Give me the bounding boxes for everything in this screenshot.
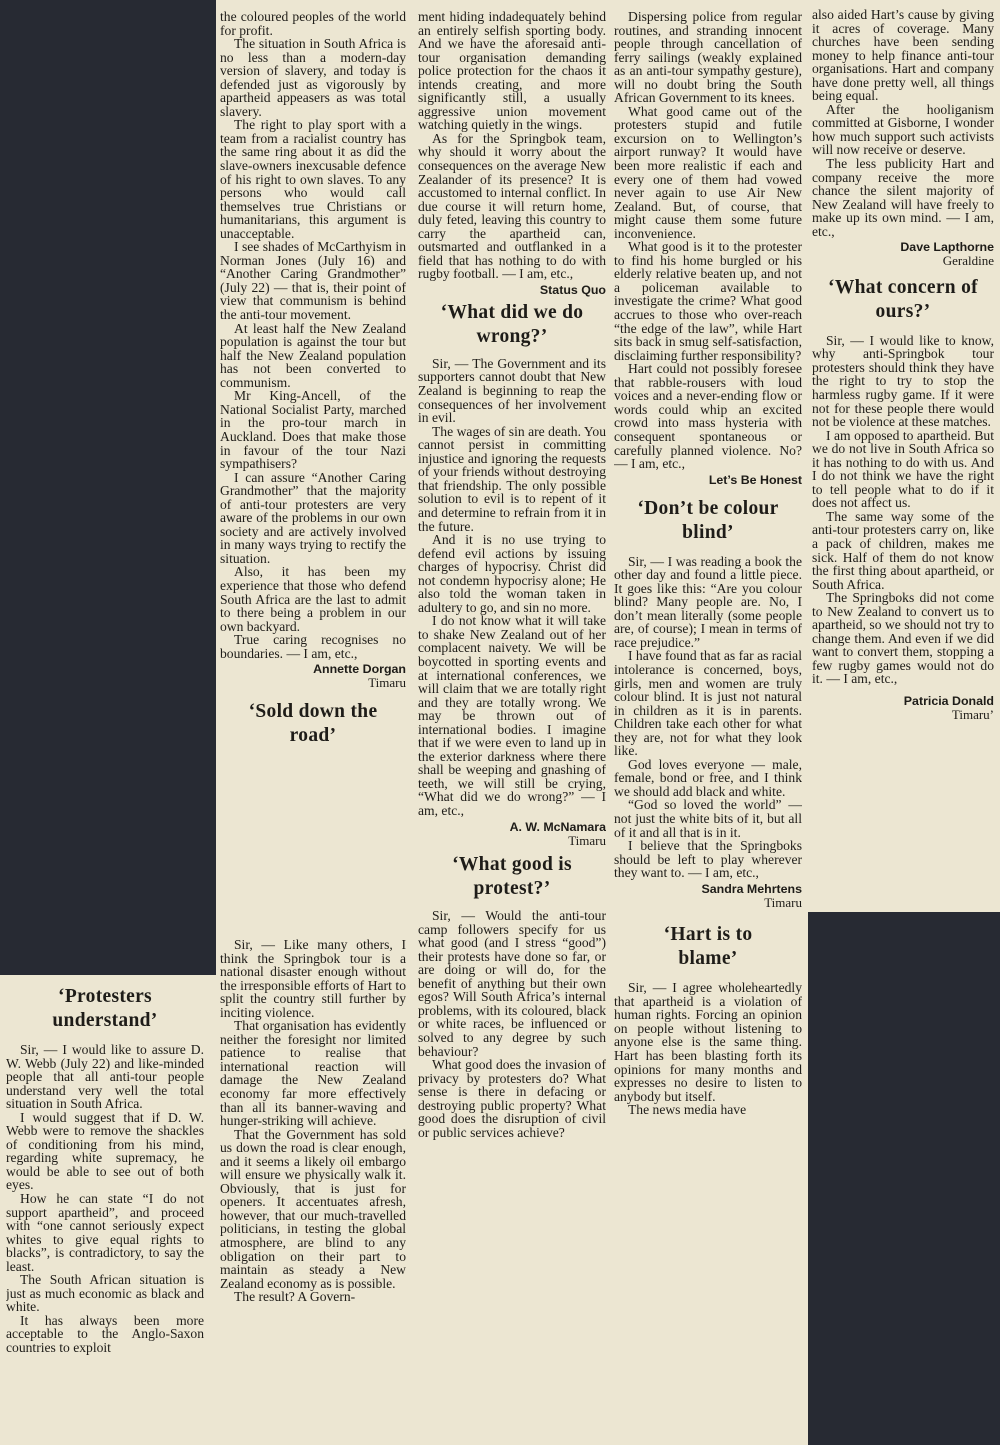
column-4 — [614, 10, 802, 1443]
paragraph: The news media have — [628, 1102, 747, 1118]
paragraph: I am opposed to apartheid. But we do not live in South Africa so it has nothing to do with us. And I do not think we have the right to tell people what to do if it does not affect us. — [812, 427, 994, 511]
paragraph: I see shades of McCarthyism in Norman Jones (July 16) and “Another Caring Grandmother” (July 22) — that is, their point of view that communism is behind the anti-tour movement. — [220, 239, 406, 323]
paragraph: What good does the invasion of privacy by protesters do? What sense is there in defacing or destroying public property? What good does the disruption of civil or public services achieve? — [418, 1057, 606, 1140]
place: Timaru — [368, 675, 406, 691]
paragraph: What good is it to the protester to find his home burgled or his elderly relative beaten up, and not a policeman available to investigate the crime? What good accrues to those who over-reach “the edge of the law”, while Hart sits back in smug self-satisfaction, disclaiming further responsibility? — [614, 239, 802, 363]
headline-what-good-is-protest: ‘What good is protest?’ — [452, 854, 572, 900]
signature: Sandra Mehrtens — [701, 881, 802, 896]
paragraph: After the hooliganism committed at Gisborne, I wonder how much support such activists will now receive or deserve. — [812, 101, 994, 158]
paragraph: Also, it has been my experience that those who defend South Africa are the last to admit to there being a problem in our own backyard. — [220, 564, 406, 634]
paragraph: At least half the New Zealand population is against the tour but half the New Zealand population has not been converted to communism. — [220, 320, 406, 390]
paragraph: the coloured peoples of the world for profit. — [220, 10, 406, 38]
column-1-lower — [220, 938, 406, 1443]
signature: A. W. McNamara — [509, 819, 606, 834]
paragraph: also aided Hart’s cause by giving it acres of coverage. Many churches have been sending money to help finance anti-tour organisations. Hart and company have done pretty well, all things being equal. — [812, 8, 994, 104]
paragraph: ment hiding indadequately behind an entirely selfish sporting body. And we have the aforesaid anti-tour organisation demanding police protection for the chaos it intends creating, and more significantly still, a usually aggressive union movement watching quietly in the wings. — [418, 10, 606, 133]
column-3 — [418, 10, 606, 1443]
paragraph: It has always been more acceptable to the Anglo-Saxon countries to exploit — [6, 1312, 204, 1356]
paragraph: The right to play sport with a team from a racialist country has the same ring about it as did the slave-owners inexcusable defence of his right to own slaves. To any persons who would call themselves true Christians or humanitarians, this argument is unacceptable. — [220, 117, 406, 241]
paragraph: Sir, — The Government and its supporters cannot doubt that New Zealand is beginning to reap the consequences of her involvement in evil. — [418, 355, 606, 426]
place: Geraldine — [942, 253, 994, 269]
place: Timaru — [764, 894, 802, 910]
paragraph: Sir, — I was reading a book the other day and found a little piece. It goes like this: “Are you colour blind? Many people are. No, I don’t mean literally (some people are, of course); I mean in terms of race prejudice.” — [614, 553, 802, 650]
signature: Status Quo — [539, 282, 606, 297]
paragraph: I have found that as far as racial intolerance is concerned, boys, girls, men and women are truly colour blind. It is just not natural in children as it is in parents. Children take each other for what they are, not for what they look like. — [614, 648, 802, 759]
paragraph: God loves everyone — male, female, bond or free, and I think we should add black and white. — [614, 756, 802, 799]
dark-background-right — [808, 912, 1000, 1445]
paragraph: The South African situation is just as much economic as black and white. — [6, 1272, 204, 1315]
paragraph: That organisation has evidently neither the foresight nor limited patience to realise that international reaction will damage the New Zealand economy far more effectively than all its banner-waving and hunger-striking will achieve. — [220, 1018, 406, 1129]
paragraph: Mr King-Ancell, of the National Socialist Party, marched in the pro-tour march in Auckland. Does that make those in favour of the tour Nazi sympathisers? — [220, 388, 406, 472]
headline-sold-down-the-road: ‘Sold down the road’ — [248, 700, 378, 746]
headline-protesters-understand: ‘Protesters understand’ — [52, 986, 158, 1031]
place: Timaru — [568, 832, 606, 848]
paragraph: The situation in South Africa is no less than a modern-day version of slavery, and today is defended just as vigorously by apartheid appeasers as was total slavery. — [220, 36, 406, 119]
paragraph: Dispersing police from regular routines, and stranding innocent people through cancellation of ferry sailings (weakly explained as an anti-tour sympathy gesture), will no doubt bring the South African Government to its knees. — [614, 10, 802, 106]
paragraph: How he can state “I do not support apartheid”, and proceed with “one cannot seriously expect whites to give equal rights to blacks”, is contradictory, to say the least. — [6, 1191, 204, 1274]
paragraph: Sir, — I would like to know, why anti-Springbok tour protesters should think they have the right to try to stop the harmless rugby game. If it were not for these people there would not be violence at these matches. — [812, 332, 994, 430]
signature: Let’s Be Honest — [708, 472, 802, 487]
paragraph: Sir, — I would like to assure D. W. Webb (July 22) and like-minded people that all anti-tour people understand very well the total situation in South Africa. — [6, 1042, 204, 1112]
paragraph: The less publicity Hart and company receive the more chance the silent majority of New Zealand will have freely to make up its own mind. — I am, etc., — [812, 156, 994, 239]
paragraph: The wages of sin are death. You cannot persist in committing injustice and ignoring the requests of your friends without destroying that friendship. The only possible solution to evil is to repent of it and determine to refrain from it in the future. — [418, 423, 606, 534]
paragraph: The same way some of the anti-tour protesters carry on, like a pack of children, makes me sick. Half of them do not know the first thing about apartheid, or South Africa. — [812, 508, 994, 592]
signature: Dave Lapthorne — [900, 240, 994, 255]
signature: Annette Dorgan — [313, 662, 406, 677]
column-2 — [6, 985, 204, 1445]
paragraph: Hart could not possibly foresee that rabble-rousers with loud voices and a never-ending flow or words could whip an excited crowd into mass hysteria with consequent spontaneous or carefully planned violence. No? — I am, etc., — [614, 361, 802, 472]
dark-background-left — [0, 0, 216, 975]
paragraph: That the Government has sold us down the road is clear enough, and it seems a likely oil embargo will ensure we physically walk it. Obviously, that is just for openers. It accentuates afresh, however, that our much-travelled politicians, in testing the global atmosphere, are blind to any obligation on their part to maintain as steady a New Zealand economy as is possible. — [220, 1126, 406, 1291]
headline-dont-be-colour-blind: ‘Don’t be colour blind’ — [637, 497, 779, 543]
signature: Patricia Donald — [903, 694, 994, 709]
column-1 — [220, 10, 406, 940]
paragraph: The Springboks did not come to New Zealand to convert us to apartheid, so we should not try to change them. And even if we did want to convert them, stopping a few rugby games would not do it. — I am, etc., — [812, 590, 994, 687]
paragraph: I do not know what it will take to shake New Zealand out of her complacent naivety. We will be boycotted in sporting events and at international conferences, we will claim that we are totally right and they are totally wrong. We may be thrown out of international bodies. I imagine that if we were even to land up in the exterior darkness where there shall be weeping and gnashing of teeth, we will still be crying, “What did we do wrong?” — I am, etc., — [418, 613, 606, 818]
paragraph: Sir, — I agree wholeheartedly that apartheid is a violation of human rights. Forcing an opinion on people without listening to anyone else is the same thing. Hart has been blasting forth its opinions for many months and expresses no desire to listen to anybody but itself. — [614, 980, 802, 1104]
paragraph: The result? A Govern- — [234, 1289, 356, 1305]
paragraph: I believe that the Springboks should be left to play wherever they want to. — I am, etc., — [614, 838, 802, 881]
headline-what-did-we-do-wrong: ‘What did we do wrong?’ — [440, 301, 584, 347]
place: Timaru’ — [951, 707, 994, 723]
paragraph: Sir, — Like many others, I think the Springbok tour is a national disaster enough without the irresponsible efforts of Hart to split the country still further by inciting violence. — [220, 938, 406, 1020]
paragraph: As for the Springbok team, why should it worry about the consequences on the average New Zealander of its presence? It is accustomed to internal conflict. In due course it will return home, duly feted, leaving this country to carry the apartheid can, outsmarted and outflanked in a field that has nothing to do with rugby football. — I am, etc., — [418, 130, 606, 282]
paragraph: “God so loved the world” — not just the white bits of it, but all of it and all that is in it. — [614, 797, 802, 840]
paragraph: And it is no use trying to defend evil actions by issuing charges of hypocrisy. Christ did not condemn hypocrisy alone; He also told the woman taken in adultery to go, and sin no more. — [418, 532, 606, 615]
headline-hart-is-to-blame: ‘Hart is to blame’ — [663, 924, 753, 970]
paragraph: I would suggest that if D. W. Webb were to remove the shackles of conditioning from his mind, regarding white supremacy, he would be able to see out of both eyes. — [6, 1109, 204, 1193]
paragraph: True caring recognises no boundaries. — I am, etc., — [220, 632, 406, 661]
letter-annette-dorgan — [220, 10, 406, 690]
paragraph: What good came out of the protesters stupid and futile excursion on to Wellington’s airport runway? It would have been more realistic if each and every one of them had vowed never again to use Air New Zealand. But, of course, that might cause them some future inconvenience. — [614, 103, 802, 241]
paragraph: I can assure “Another Caring Grandmother” that the majority of anti-tour protesters are very aware of the problems in our own society and are actively involved in many ways trying to rectify the situation. — [220, 469, 406, 566]
paragraph: Sir, — Would the anti-tour camp followers specify for us what good (and I stress “good”) their protests have done so far, or are doing or will do, for the benefit of anything but their own egos? Will South Africa’s internal problems, with its coloured, black or white races, be influenced or solved to any degree by such behaviour? — [418, 908, 606, 1059]
column-5 — [812, 8, 994, 908]
headline-what-concern-of-ours: ‘What concern of ours?’ — [828, 276, 978, 322]
